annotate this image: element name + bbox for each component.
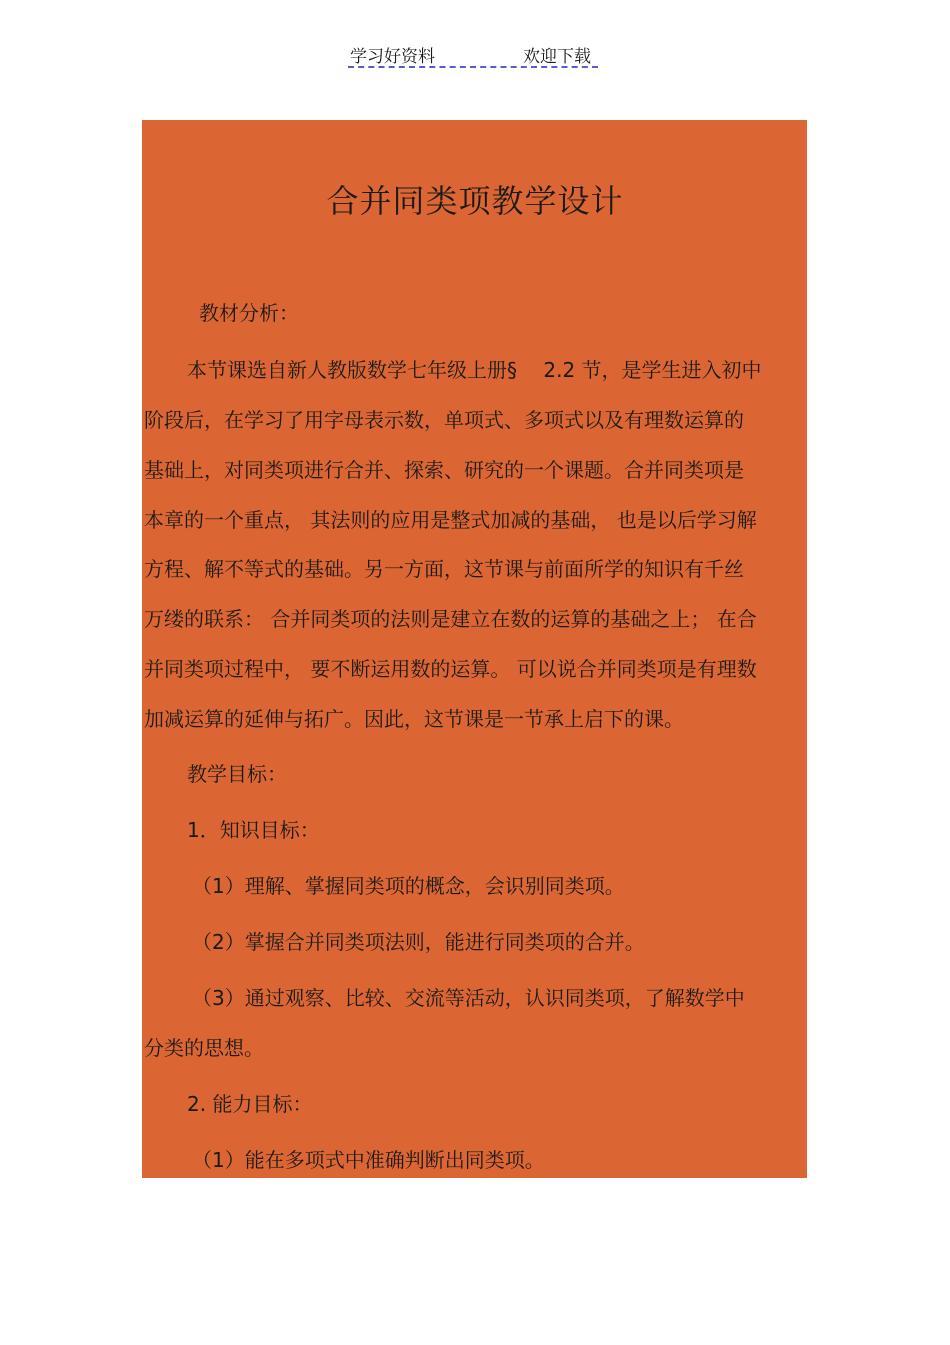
document-title: 合并同类项教学设计 [326, 182, 624, 220]
page-header [348, 38, 598, 68]
paragraph-line: 阶段后，在学习了用字母表示数，单项式、多项式以及有理数运算的 [144, 408, 744, 432]
subsection-heading: 2. 能力目标： [187, 1092, 313, 1116]
paragraph-line: 本章的一个重点， 其法则的应用是整式加减的基础， 也是以后学习解 [144, 508, 757, 532]
subsection-heading: 1．知识目标： [187, 818, 320, 842]
paragraph-line: 基础上，对同类项进行合并、探索、研究的一个课题。合并同类项是 [144, 458, 744, 482]
paragraph-line: 并同类项过程中， 要不断运用数的运算。 可以说合并同类项是有理数 [144, 657, 757, 681]
list-item: （2）掌握合并同类项法则，能进行同类项的合并。 [192, 930, 645, 954]
list-item: （3）通过观察、比较、交流等活动，认识同类项，了解数学中 [192, 986, 745, 1010]
header-left-text: 学习好资料 [350, 47, 435, 67]
section-heading: 教学目标： [187, 762, 287, 786]
paragraph-line: 方程、解不等式的基础。另一方面，这节课与前面所学的知识有千丝 [144, 557, 744, 581]
content-panel [142, 120, 807, 1178]
header-right-text: 欢迎下载 [523, 47, 591, 67]
list-item: （1）能在多项式中准确判断出同类项。 [192, 1148, 545, 1172]
list-item: （1）理解、掌握同类项的概念，会识别同类项。 [192, 874, 625, 898]
paragraph-line: 本节课选自新人教版数学七年级上册§ 2.2 节，是学生进入初中 [187, 358, 762, 382]
paragraph-line: 万缕的联系： 合并同类项的法则是建立在数的运算的基础之上； 在合 [144, 607, 757, 631]
paragraph-line: 加减运算的延伸与拓广。因此，这节课是一节承上启下的课。 [144, 707, 684, 731]
list-item-continuation: 分类的思想。 [144, 1036, 264, 1060]
section-heading: 教材分析： [199, 301, 299, 325]
